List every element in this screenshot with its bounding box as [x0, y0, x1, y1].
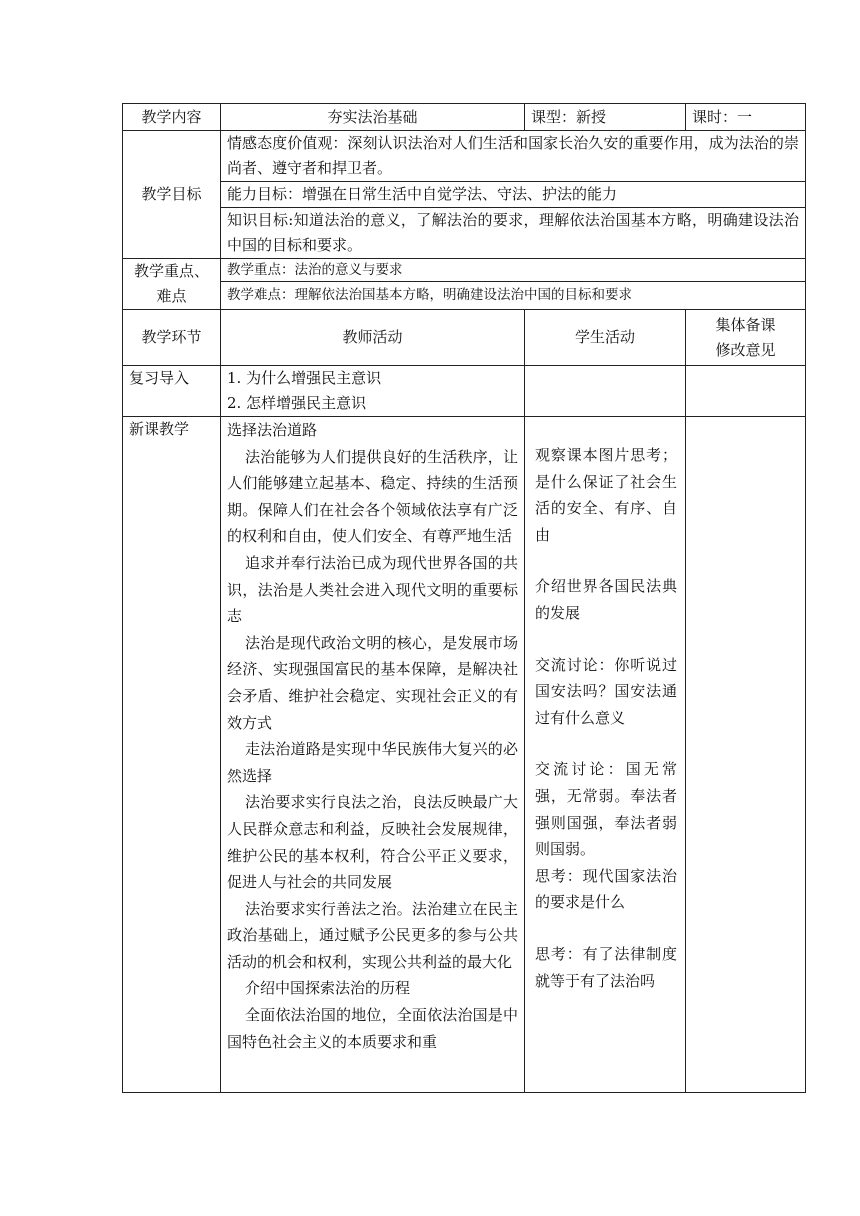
col-teacher: 教师活动	[221, 310, 525, 366]
teacher-paragraph: 法治要求实行良法之治，良法反映最广大人民群众意志和利益，反映社会发展规律，维护公民的基本权利，符合公平正义要求，促进人与社会的共同发展	[227, 793, 518, 892]
spacer	[535, 417, 677, 442]
col-notes	[686, 310, 806, 366]
teacher-paragraph: 介绍中国探索法治的历程	[245, 979, 411, 998]
teacher-paragraph: 追求并奉行法治已成为现代世界各国的共识，法治是人类社会进入现代文明的重要标志	[227, 553, 518, 626]
student-activity: 思考：有了法律制度就等于有了法治吗	[535, 944, 677, 990]
teacher-paragraph: 全面依法治国的地位，全面依法治国是中国特色社会主义的本质要求和重	[227, 1006, 518, 1051]
objective-ability: 能力目标：增强在日常生活中自觉学法、守法、护法的能力	[221, 182, 806, 208]
teacher-paragraph: 法治能够为人们提供良好的生活秩序，让人们能够建立起基本、稳定、持续的生活预期。保障人们在社会各个领域依法享有广泛的权利和自由，使人们安全、有尊严地生活	[227, 447, 518, 546]
lesson-topic: 夯实法治基础	[221, 104, 525, 131]
objectives-row-emotion	[123, 131, 806, 182]
header-row	[123, 104, 806, 131]
col-stage: 教学环节	[123, 310, 221, 366]
student-activity: 交流讨论：国无常强，无常弱。奉法者强则国强，奉法者弱则国弱。	[535, 760, 677, 859]
new-lesson-student	[525, 417, 686, 1093]
review-teacher	[221, 366, 525, 417]
keypoints-label-line2: 难点	[156, 287, 187, 305]
objective-knowledge: 知识目标:知道法治的意义，了解法治的要求，理解依法治国基本方略，明确建设法治中国的目标和要求。	[221, 208, 806, 259]
spacer	[535, 731, 677, 756]
objectives-row-knowledge	[123, 208, 806, 259]
student-activity: 介绍世界各国民法典的发展	[535, 577, 677, 622]
lesson-plan-table	[122, 103, 806, 1093]
spacer	[535, 916, 677, 941]
lesson-periods: 课时：一	[686, 104, 806, 131]
review-row	[123, 366, 806, 417]
student-activity: 思考：现代国家法治的要求是什么	[535, 866, 677, 912]
keypoints-label-line1: 教学重点、	[133, 262, 209, 280]
spacer	[535, 548, 677, 573]
new-lesson-row	[123, 417, 806, 1093]
review-student	[525, 366, 686, 417]
spacer	[535, 627, 677, 652]
teacher-paragraph: 法治是现代政治文明的核心，是发展市场经济、实现强国富民的基本保障，是解决社会矛盾、维护社会稳定、实现社会正义的有效方式	[227, 633, 518, 732]
student-activity: 交流讨论：你听说过国安法吗？国安法通过有什么意义	[535, 655, 677, 727]
col-notes-line2: 修改意见	[715, 340, 776, 359]
review-stage: 复习导入	[123, 366, 221, 417]
objective-emotion: 情感态度价值观：深刻认识法治对人们生活和国家长治久安的重要作用，成为法治的崇尚者、遵守者和捍卫者。	[221, 131, 806, 182]
objectives-label: 教学目标	[123, 131, 221, 259]
col-notes-line1: 集体备课	[715, 315, 776, 334]
new-lesson-notes	[686, 417, 806, 1093]
objectives-row-ability	[123, 182, 806, 208]
teacher-paragraph: 走法治道路是实现中华民族伟大复兴的必然选择	[227, 740, 518, 785]
student-activity: 观察课本图片思考；是什么保证了社会生活的安全、有序、自由	[535, 446, 677, 544]
content-label: 教学内容	[123, 104, 221, 131]
new-lesson-stage: 新课教学	[123, 417, 221, 1093]
new-lesson-teacher	[221, 417, 525, 1093]
review-notes	[686, 366, 806, 417]
keypoints-label	[123, 259, 221, 310]
column-header-row	[123, 310, 806, 366]
teacher-section-title: 选择法治道路	[227, 421, 318, 439]
keypoints-row-difficult	[123, 282, 806, 310]
review-item: 2. 怎样增强民主意识	[227, 394, 367, 412]
keypoints-row-key	[123, 259, 806, 282]
difficult-point: 教学难点：理解依法治国基本方略，明确建设法治中国的目标和要求	[221, 282, 806, 310]
col-student: 学生活动	[525, 310, 686, 366]
teacher-paragraph: 法治要求实行善法之治。法治建立在民主政治基础上，通过赋予公民更多的参与公共活动的机会和权利，实现公共利益的最大化	[227, 899, 518, 971]
key-point: 教学重点：法治的意义与要求	[221, 259, 806, 282]
review-item: 1. 为什么增强民主意识	[227, 369, 382, 387]
lesson-type: 课型：新授	[525, 104, 686, 131]
